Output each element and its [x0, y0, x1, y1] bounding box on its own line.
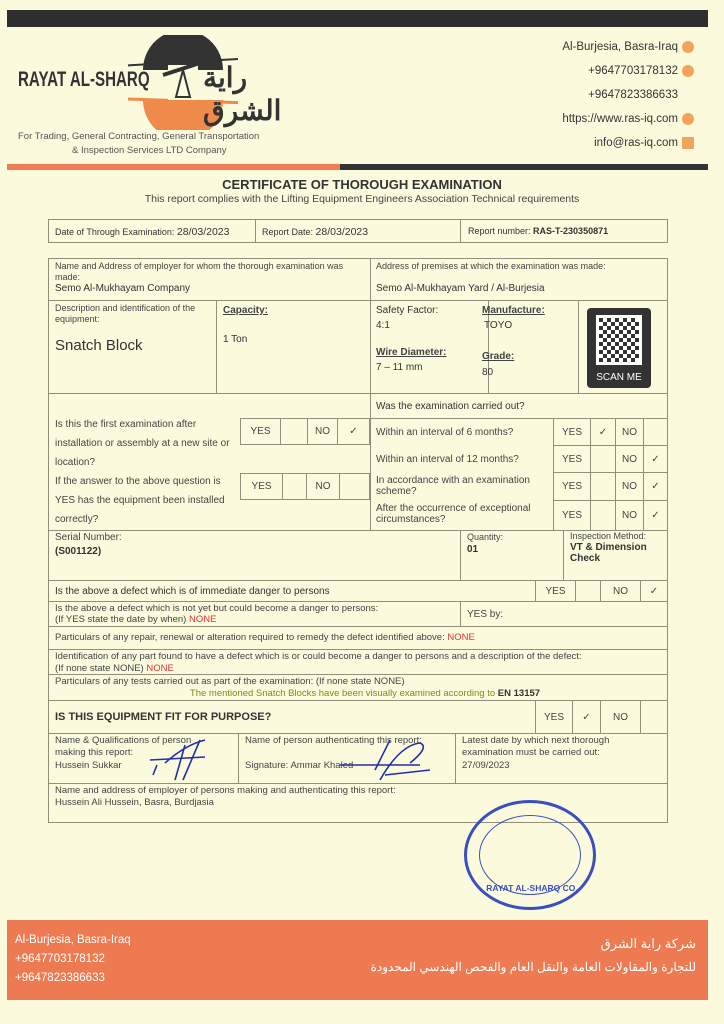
- employer-value: Semo Al-Mukhayam Company: [55, 283, 191, 294]
- fit-yes[interactable]: YES: [535, 700, 573, 734]
- auth-value: Signature: Ammar Khaled: [245, 760, 354, 771]
- 6m-no[interactable]: NO: [615, 418, 644, 446]
- footer-phone-1: +9647703178132: [15, 953, 105, 965]
- exam-date: Date of Through Examination: 28/03/2023: [55, 226, 230, 238]
- qr-icon: [596, 315, 642, 365]
- defect-immediate-label: Is the above a defect which is of immediate danger to persons: [55, 586, 330, 597]
- qr-code[interactable]: [587, 308, 651, 388]
- carried-scheme: In accordance with an examination scheme?: [376, 475, 530, 497]
- certificate-subtitle: This report complies with the Lifting Equipment Engineers Association Technical requirements: [144, 193, 580, 205]
- next-label: Latest date by which next thorough examination must be carried out:: [462, 735, 610, 758]
- scheme-no-check[interactable]: ✓: [643, 472, 668, 501]
- premises-label: Address of premises at which the examination was made:: [376, 261, 606, 271]
- 12m-yes[interactable]: YES: [553, 445, 591, 473]
- tagline-2: & Inspection Services LTD Company: [72, 145, 227, 156]
- immediate-no[interactable]: NO: [600, 580, 641, 602]
- wire-value: 7 – 11 mm: [376, 362, 423, 373]
- fit-no-box[interactable]: [640, 700, 668, 734]
- contact-phone-1: +9647703178132: [588, 65, 694, 77]
- exceptional-no-check[interactable]: ✓: [643, 500, 668, 531]
- installed-no[interactable]: NO: [306, 473, 340, 500]
- report-date: Report Date: 28/03/2023: [262, 226, 369, 238]
- manufacture-value: TOYO: [484, 320, 513, 331]
- footer-ar-tagline: للتجارة والمقاولات العامة والنقل العام والفحص الهندسي المحدودة: [370, 960, 696, 974]
- signature-auth: [330, 735, 440, 785]
- brand-en: RAYAT AL-SHARQ: [18, 68, 150, 91]
- method-label: Inspection Method:: [570, 531, 647, 541]
- safety-label: Safety Factor:: [376, 305, 439, 316]
- carried-label: Was the examination carried out?: [376, 401, 525, 412]
- q-first-label: Is this the first examination after installation or assembly at a new site or location?: [55, 419, 230, 468]
- phone-icon: [682, 65, 694, 77]
- first-no[interactable]: NO: [307, 418, 338, 445]
- quantity-value: 01: [467, 544, 479, 555]
- maker-label: Name & Qualifications of person making this report:: [55, 735, 192, 758]
- serial-label: Serial Number:: [55, 532, 122, 543]
- emp-persons-label: Name and address of employer of persons making and authenticating this report:: [55, 785, 396, 796]
- contact-website[interactable]: https://www.ras-iq.com: [562, 113, 694, 125]
- footer-ar-name: شركة راية الشرق: [600, 936, 696, 951]
- report-number: Report number: RAS-T-230350871: [468, 226, 609, 236]
- yes-by-label: YES by:: [467, 609, 504, 620]
- carried-12m: Within an interval of 12 months?: [376, 454, 519, 465]
- carried-exceptional: After the occurrence of exceptional circumstances?: [376, 503, 531, 525]
- tests-value: The mentioned Snatch Blocks have been visually examined according to EN 13157: [189, 688, 541, 699]
- ident-label: Identification of any part found to have a defect which is or could become a danger to persons and a description of the defect:: [55, 651, 582, 662]
- contact-phone-2: +9647823386633: [588, 89, 678, 101]
- certificate-title: CERTIFICATE OF THOROUGH EXAMINATION: [222, 177, 502, 192]
- equipment-label: Description and identification of the equipment:: [55, 303, 196, 324]
- immediate-no-check[interactable]: ✓: [640, 580, 668, 602]
- mail-icon: [682, 137, 694, 149]
- signature-maker: [145, 735, 215, 783]
- q-installed-label: If the answer to the above question is YES has the equipment been installed correctly?: [55, 476, 225, 525]
- divider-dark: [340, 164, 708, 170]
- first-yes[interactable]: YES: [240, 418, 281, 445]
- carried-6m: Within an interval of 6 months?: [376, 427, 514, 438]
- fit-no[interactable]: NO: [600, 700, 641, 734]
- defect-future-label-2: (If YES state the date by when) NONE: [55, 614, 217, 625]
- grade-value: 80: [482, 367, 494, 378]
- exceptional-yes-box[interactable]: [590, 500, 616, 531]
- footer: [7, 920, 708, 1000]
- first-yes-box[interactable]: [280, 418, 308, 445]
- manufacture-label: Manufacture:: [482, 305, 545, 316]
- 6m-no-box[interactable]: [643, 418, 668, 446]
- scan-me-label: SCAN ME: [596, 372, 642, 383]
- defect-future-label: Is the above a defect which is not yet but could become a danger to persons:: [55, 603, 379, 614]
- wire-label: Wire Diameter:: [376, 347, 447, 358]
- location-icon: [682, 41, 694, 53]
- installed-yes-box[interactable]: [282, 473, 307, 500]
- contact-email[interactable]: info@ras-iq.com: [594, 137, 694, 149]
- immediate-yes[interactable]: YES: [535, 580, 576, 602]
- next-value: 27/09/2023: [462, 760, 510, 771]
- tests-label: Particulars of any tests carried out as part of the examination: (If none state NONE): [55, 676, 405, 687]
- globe-icon: [682, 113, 694, 125]
- maker-value: Hussein Sukkar: [55, 760, 122, 771]
- stamp-text: RAYAT AL-SHARQ CO.: [486, 883, 578, 893]
- fit-yes-check[interactable]: ✓: [572, 700, 601, 734]
- equipment-value: Snatch Block: [55, 337, 143, 354]
- capacity-value: 1 Ton: [223, 334, 248, 345]
- premises-value: Semo Al-Mukhayam Yard / Al-Burjesia: [376, 283, 545, 294]
- quantity-label: Quantity:: [467, 532, 504, 542]
- repair-label: Particulars of any repair, renewal or alteration required to remedy the defect identified above: NONE: [55, 632, 475, 643]
- footer-phone-2: +9647823386633: [15, 972, 105, 984]
- exceptional-no[interactable]: NO: [615, 500, 644, 531]
- 12m-yes-box[interactable]: [590, 445, 616, 473]
- top-bar: [7, 10, 708, 27]
- capacity-label: Capacity:: [223, 305, 269, 316]
- installed-yes[interactable]: YES: [240, 473, 283, 500]
- logo: [18, 35, 318, 135]
- exceptional-yes[interactable]: YES: [553, 500, 591, 531]
- brand-ar: راية الشرق: [203, 62, 282, 126]
- contact-address: Al-Burjesia, Basra-Iraq: [562, 41, 694, 53]
- scheme-yes[interactable]: YES: [553, 472, 591, 501]
- scheme-no[interactable]: NO: [615, 472, 644, 501]
- 6m-yes-check[interactable]: ✓: [590, 418, 616, 446]
- divider-orange: [7, 164, 340, 170]
- 12m-no-check[interactable]: ✓: [643, 445, 668, 473]
- scheme-yes-box[interactable]: [590, 472, 616, 501]
- ident-label-2: (If none state NONE) NONE: [55, 663, 174, 674]
- 12m-no[interactable]: NO: [615, 445, 644, 473]
- footer-address: Al-Burjesia, Basra-Iraq: [15, 934, 131, 946]
- employer-label: Name and Address of employer for whom the thorough examination was made:: [55, 261, 344, 282]
- safety-value: 4:1: [376, 320, 390, 331]
- grade-label: Grade:: [482, 351, 515, 362]
- company-stamp: [464, 800, 596, 910]
- immediate-yes-box[interactable]: [575, 580, 601, 602]
- method-value: VT & Dimension Check: [570, 542, 647, 564]
- first-no-check[interactable]: ✓: [337, 418, 370, 445]
- auth-label: Name of person authenticating this report:: [245, 735, 422, 746]
- serial-value: (S001122): [55, 546, 102, 557]
- fit-label: IS THIS EQUIPMENT FIT FOR PURPOSE?: [55, 711, 272, 723]
- emp-persons-value: Hussein Ali Hussein, Basra, Burdjasia: [55, 797, 214, 808]
- 6m-yes[interactable]: YES: [553, 418, 591, 446]
- installed-no-box[interactable]: [339, 473, 370, 500]
- tagline-1: For Trading, General Contracting, General Transportation: [18, 131, 260, 142]
